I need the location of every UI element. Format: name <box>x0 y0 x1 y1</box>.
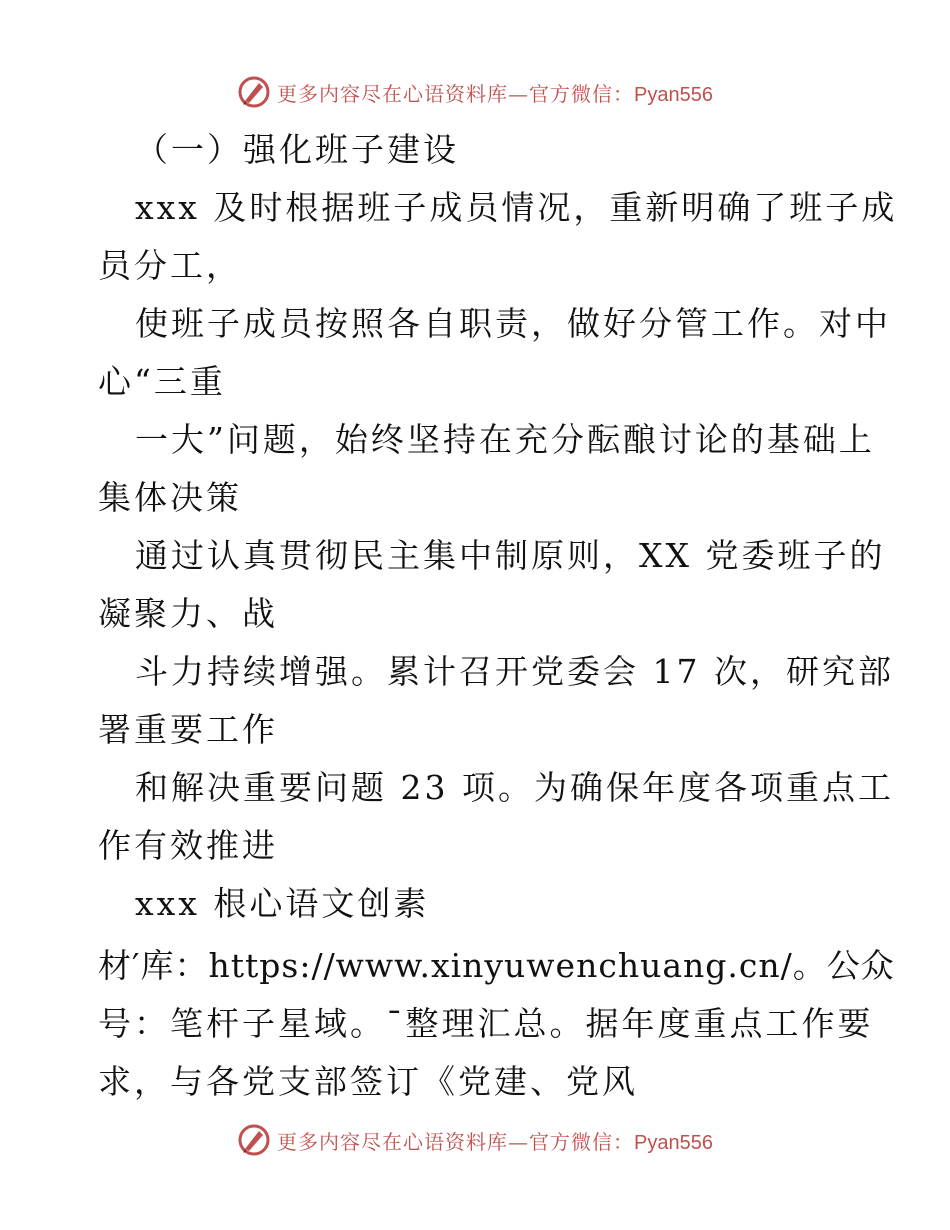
paragraph-line: 使班子成员按照各自职责，做好分管工作。对中 <box>135 304 891 343</box>
paragraph-line: xxx 及时根据班子成员情况，重新明确了班子成 <box>135 188 898 227</box>
paragraph-line: 作有效推进 <box>98 826 278 865</box>
paragraph-line: 斗力持续增强。累计召开党委会 17 次，研究部 <box>135 652 894 691</box>
paragraph-line: 一大”问题，始终坚持在充分酝酿讨论的基础上 <box>135 420 875 459</box>
paragraph-line: 集体决策 <box>98 478 242 517</box>
watermark-text: 更多内容尽在心语资料库—官方微信：Pyan556 <box>277 81 713 106</box>
paragraph-line: 通过认真贯彻民主集中制原则，XX 党委班子的 <box>135 536 886 575</box>
paragraph-line: 员分工， <box>98 246 242 285</box>
paragraph-line: xxx 根心语文创素 <box>135 884 430 923</box>
paragraph-line: 求，与各党支部签订《党建、党风 <box>98 1062 638 1101</box>
paragraph-line: 和解决重要问题 23 项。为确保年度各项重点工 <box>135 768 894 807</box>
watermark-text: 更多内容尽在心语资料库—官方微信：Pyan556 <box>277 1129 713 1154</box>
pen-logo-icon <box>237 75 271 109</box>
paragraph-line: 号：笔杆子星域。¯整理汇总。据年度重点工作要 <box>98 1004 874 1043</box>
section-heading: （一）强化班子建设 <box>135 130 459 169</box>
paragraph-line: 凝聚力、战 <box>98 594 278 633</box>
paragraph-line: 心“三重 <box>98 362 226 401</box>
pen-logo-icon <box>237 1123 271 1157</box>
footer-watermark <box>0 1120 950 1160</box>
paragraph-line: 材′库：https://www.xinyuwenchuang.cn/。公众 <box>98 946 895 985</box>
paragraph-line: 署重要工作 <box>98 710 278 749</box>
header-watermark <box>0 72 950 112</box>
